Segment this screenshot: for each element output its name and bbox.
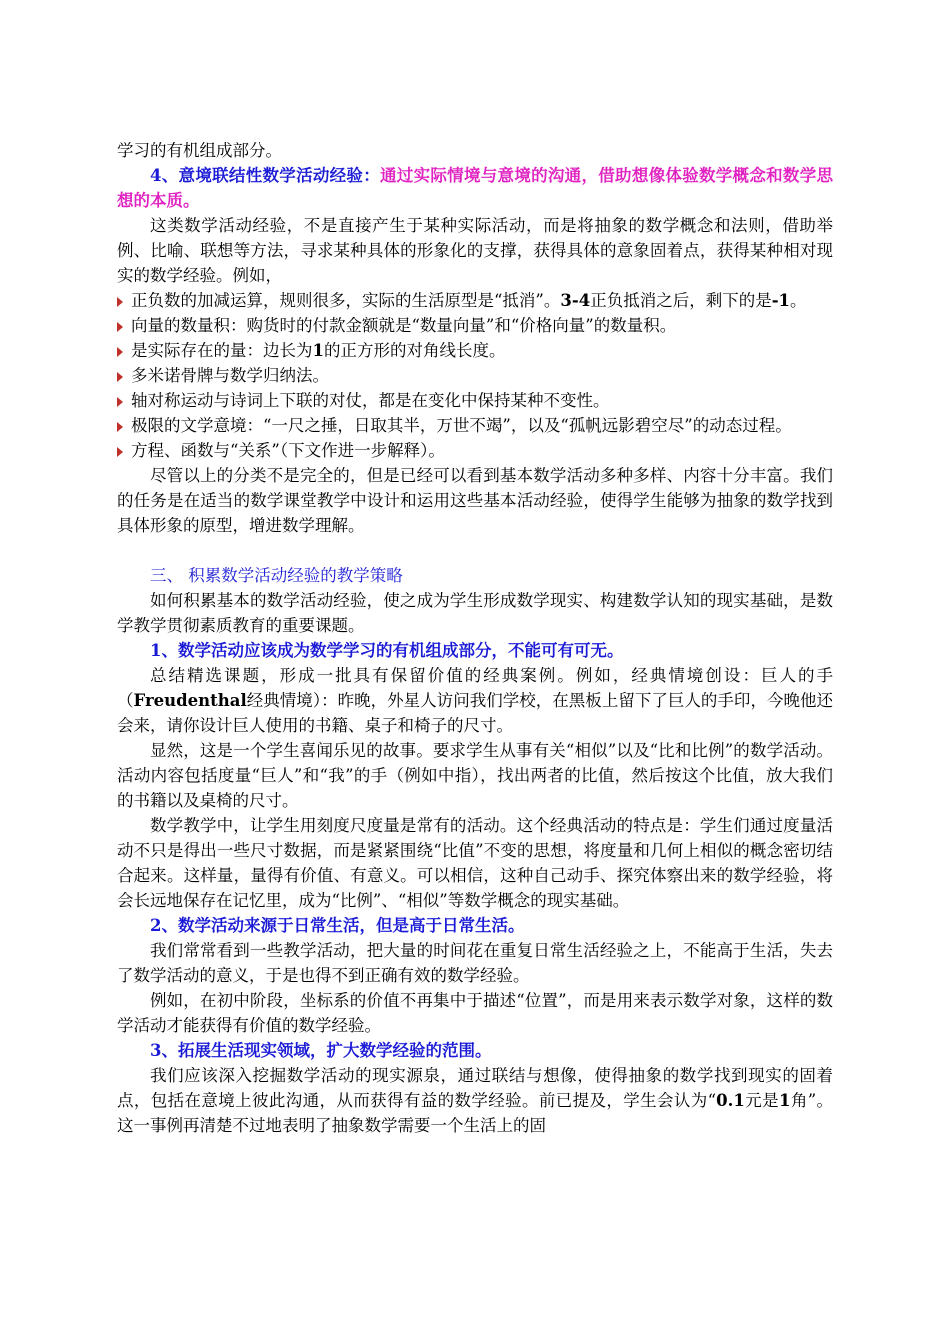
text-run-bold: 0.1 xyxy=(716,1091,745,1110)
bullet-arrow-icon xyxy=(117,422,130,432)
summary-paragraph: 尽管以上的分类不是完全的，但是已经可以看到基本数学活动多种多样、内容十分丰富。我们的任务是在适当的数学课堂教学中设计和运用这些基本活动经验，使得学生能够为抽象的数学找到具体形象的原型，增进数学理解。 xyxy=(117,466,833,535)
bullet-arrow-icon xyxy=(117,372,130,382)
bullet-arrow-icon xyxy=(117,397,130,407)
section-4-detail: 通过实际情境与意境的沟通，借助想像体验数学概念和数学思想的本质。 xyxy=(117,166,834,210)
subsection-3-para-1 xyxy=(117,1063,833,1138)
bullet-item xyxy=(117,288,833,313)
bullet-arrow-icon xyxy=(117,297,130,307)
bullet-item xyxy=(117,313,833,338)
part-3-title xyxy=(117,563,833,588)
bullet-item xyxy=(117,388,833,413)
bullet-item xyxy=(117,363,833,388)
subsection-1-heading: 1、数学活动应该成为数学学习的有机组成部分，不能可有可无。 xyxy=(150,641,624,660)
text-run-bold: Freudenthal xyxy=(133,691,247,710)
subsection-3-heading: 3、拓展生活现实领域，扩大数学经验的范围。 xyxy=(150,1041,492,1060)
bullet-text: 是实际存在的量：边长为 xyxy=(131,341,313,360)
spacer xyxy=(117,538,833,563)
text-run: 角”。这一事例再清楚不过地表明了抽象数学需要一个生活上的固 xyxy=(117,1091,834,1135)
intro-line: 学习的有机组成部分。 xyxy=(117,141,282,160)
text-run: 经典情境）：昨晚，外星人访问我们学校，在黑板上留下了巨人的手印，今晚他还会来，请你设计巨人使用的书籍、桌子和椅子的尺寸。 xyxy=(117,691,834,735)
bullet-arrow-icon xyxy=(117,347,130,357)
section-4-title: 4、意境联结性数学活动经验： xyxy=(150,166,381,185)
bullet-bold: 1 xyxy=(312,341,324,360)
text-run: 我们应该深入挖掘数学活动的现实源泉，通过联结与想像，使得抽象的数学找到现实的固着点，包括在意境上彼此沟通，从而获得有益的数学经验。前已提及，学生会认为“ xyxy=(117,1066,833,1110)
bullet-text: 极限的文学意境：“一尺之捶，日取其半，万世不竭”，以及“孤帆远影碧空尽”的动态过程。 xyxy=(131,416,792,435)
document-page xyxy=(117,138,833,1138)
bullet-item xyxy=(117,338,833,363)
part-3-title-text: 三、 积累数学活动经验的教学策略 xyxy=(150,566,403,585)
bullet-text: 多米诺骨牌与数学归纳法。 xyxy=(131,366,329,385)
subsection-1-para-3: 数学教学中，让学生用刻度尺度量是常有的活动。这个经典活动的特点是：学生们通过度量活动不只是得出一些尺寸数据，而是紧紧围绕“比值”不变的思想，将度量和几何上相似的概念密切结合起来。这样量，量得有价值、有意义。可以相信，这种自己动手、探究体察出来的数学经验，将会长远地保存在记忆里，成为“比例”、“相似”等数学概念的现实基础。 xyxy=(117,816,833,910)
bullet-text: 轴对称运动与诗词上下联的对仗，都是在变化中保持某种不变性。 xyxy=(131,391,610,410)
part-3-intro: 如何积累基本的数学活动经验，使之成为学生形成数学现实、构建数学认知的现实基础，是数学教学贯彻素质教育的重要课题。 xyxy=(117,591,833,635)
text-run: 总结精选课题，形成一批具有保留价值的经典案例。例如，经典情境创设：巨人的手（ xyxy=(117,666,833,710)
subsection-2-heading: 2、数学活动来源于日常生活，但是高于日常生活。 xyxy=(150,916,525,935)
bullet-item xyxy=(117,438,833,463)
bullet-text: 正负数的加减运算，规则很多，实际的生活原型是“抵消”。 xyxy=(131,291,561,310)
bullet-arrow-icon xyxy=(117,447,130,457)
bullet-bold: -1 xyxy=(771,291,791,310)
bullet-bold: 3-4 xyxy=(560,291,591,310)
section-4-heading xyxy=(117,163,833,213)
subsection-2-para-1: 我们常常看到一些教学活动，把大量的时间花在重复日常生活经验之上，不能高于生活，失去了数学活动的意义，于是也得不到正确有效的数学经验。 xyxy=(117,941,833,985)
bullet-text: 正负抵消之后，剩下的是 xyxy=(590,291,772,310)
subsection-1-para-2: 显然，这是一个学生喜闻乐见的故事。要求学生从事有关“相似”以及“比和比例”的数学活动。活动内容包括度量“巨人”和“我”的手（例如中指），找出两者的比值，然后按这个比值，放大我们的书籍以及桌椅的尺寸。 xyxy=(117,741,833,810)
bullet-item xyxy=(117,413,833,438)
subsection-1-para-1 xyxy=(117,663,833,738)
bullet-text: 的正方形的对角线长度。 xyxy=(323,341,506,360)
bullet-text: 向量的数量积：购货时的付款金额就是“数量向量”和“价格向量”的数量积。 xyxy=(131,316,677,335)
subsection-2-para-2: 例如，在初中阶段，坐标系的价值不再集中于描述“位置”，而是用来表示数学对象，这样的数学活动才能获得有价值的数学经验。 xyxy=(117,991,833,1035)
section-4-body: 这类数学活动经验，不是直接产生于某种实际活动，而是将抽象的数学概念和法则，借助举例、比喻、联想等方法，寻求某种具体的形象化的支撑，获得具体的意象固着点，获得某种相对现实的数学经验。例如， xyxy=(117,216,833,285)
bullet-text: 。 xyxy=(790,291,807,310)
text-run: 元是 xyxy=(744,1091,779,1110)
text-run-bold: 1 xyxy=(778,1091,791,1110)
bullet-text: 方程、函数与“关系”（下文作进一步解释）。 xyxy=(131,441,445,460)
bullet-arrow-icon xyxy=(117,322,130,332)
